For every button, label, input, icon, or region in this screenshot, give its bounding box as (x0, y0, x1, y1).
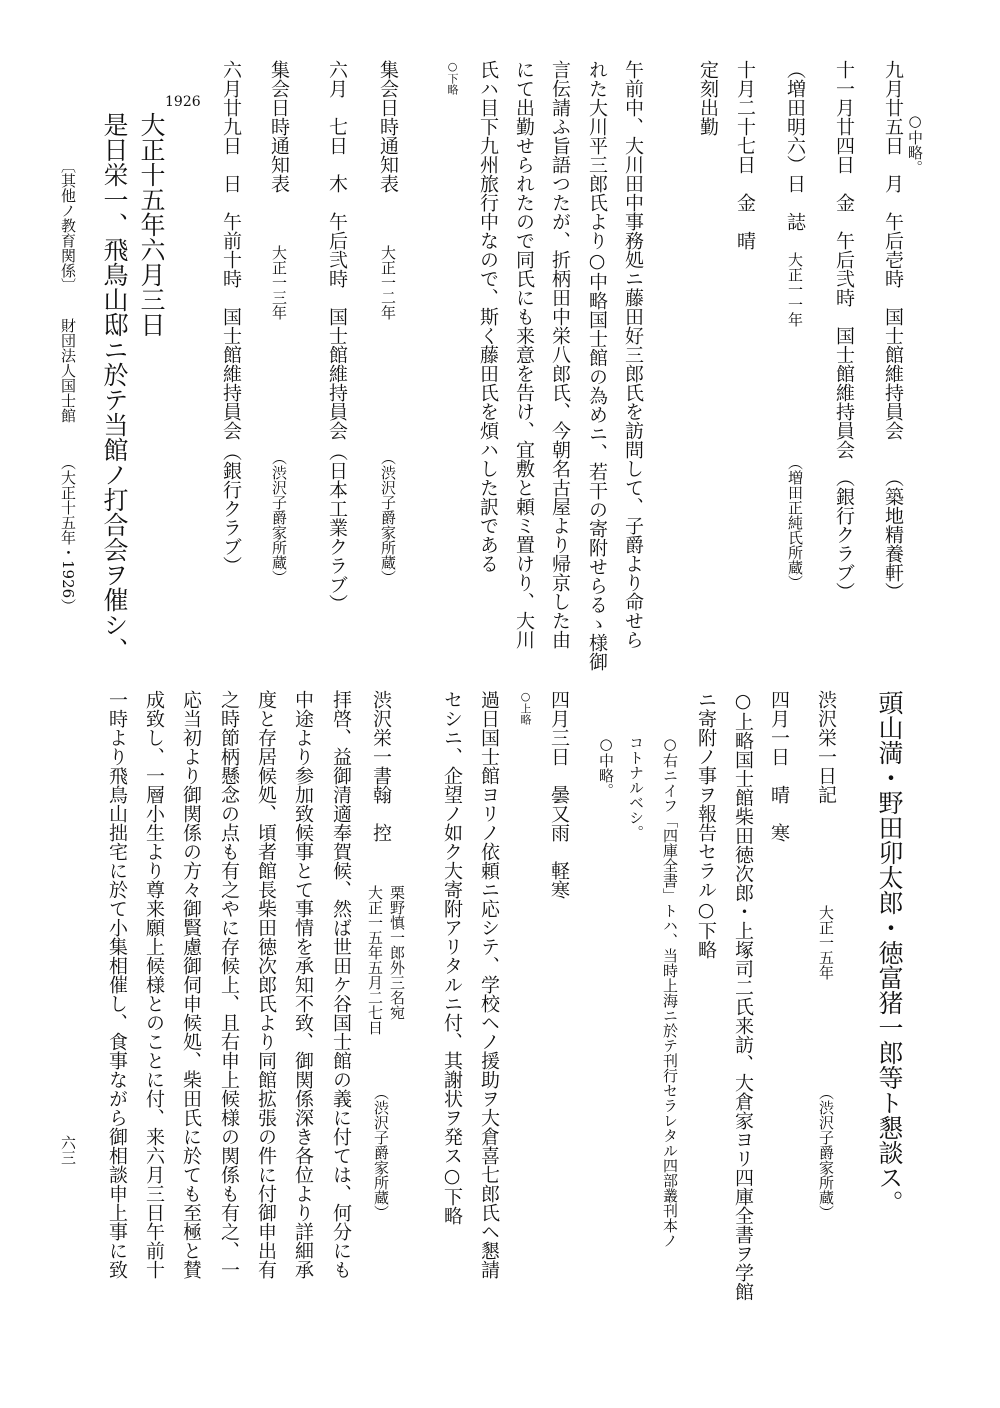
source-date: 大正一一年 (786, 252, 804, 327)
letter-line: 中途より参加致候事とて事情を承知不致、御関係深き各位より詳細承 (292, 690, 314, 1279)
source-holder: （渋沢子爵家所蔵） (372, 1085, 390, 1220)
body-line: にて出勤せられたので同氏にも来意を告け、宜敷と頼ミ置けり、大川 (513, 60, 535, 649)
entry-sep25-place: （築地精養軒） (882, 468, 904, 601)
body-line: れた大川平三郎氏より○中略国士館の為めニ、若干の寄附せらるゝ様御 (586, 60, 608, 671)
source-heading: 集会日時通知表 (377, 60, 399, 193)
running-footer-title: 財団法人国士館 (59, 318, 77, 423)
source-heading: （増田明六）日 誌 (784, 60, 806, 231)
letter-addressee: 栗野慎一郎外三名宛 (388, 885, 406, 1020)
source-holder: （渋沢子爵家所蔵） (379, 450, 397, 585)
letter-line: 度と存居候処、頃者館長柴田徳次郎氏より同館拡張の件に付御申出有 (255, 690, 277, 1279)
omission-note: ○中略。 (906, 112, 924, 175)
diary-line: 定刻出勤 (697, 60, 719, 136)
diary-date: 四月三日 曇又雨 軽寒 (548, 690, 570, 899)
page-number: 六三 (59, 1135, 77, 1165)
source-holder: （渋沢子爵家所蔵） (817, 1085, 835, 1220)
editor-note: コトナルベシ。 (627, 735, 645, 840)
source-holder: （増田正純氏所蔵） (786, 455, 804, 590)
letter-line: 拝啓、益御清適奉賀候、然ば世田ケ谷国士館の義に付ては、何分にも (330, 690, 352, 1279)
omission-note: ○上略 (519, 690, 532, 725)
running-footer-category: 〔其他ノ教育関係〕 (59, 158, 77, 293)
date-heading: 大正十五年六月三日 (137, 112, 166, 337)
letter-line: 之時節柄懸念の点も有之やに存候上、且右申上候様の関係も有之、一 (218, 690, 240, 1279)
entry-nov24: 十一月廿四日 金 午后弐時 国士館維持員会 (833, 60, 855, 459)
entry-jun29-place: （銀行クラブ） (220, 442, 242, 575)
letter-line: 一時より飛鳥山拙宅に於て小集相催し、食事ながら御相談申上事に致 (106, 690, 128, 1279)
event-line: 是日栄一、飛鳥山邸ニ於テ当館ノ打合会ヲ催シ、 (100, 112, 129, 662)
letter-date: 大正一五年五月二七日 (366, 885, 384, 1035)
diary-line: セシニ、企望ノ如ク大寄附アリタルニ付、其謝状ヲ発ス○下略 (441, 690, 463, 1225)
source-date: 大正一五年 (817, 905, 835, 980)
diary-line: ○上略国士館柴田徳次郎・上塚司二氏来訪、大倉家ヨリ四庫全書ヲ学館 (732, 690, 754, 1301)
letter-line: 成致し、一層小生より尊来願上候様とのことに付、来六月三日午前十 (143, 690, 165, 1279)
entry-sep25: 九月廿五日 月 午后壱時 国士館維持員会 (882, 60, 904, 440)
source-heading: 集会日時通知表 (268, 60, 290, 193)
source-heading: 渋沢栄一日記 (815, 690, 837, 804)
running-footer-year: （大正十五年・1926） (59, 455, 77, 614)
entry-jun7-place: （日本工業クラブ） (326, 442, 348, 613)
body-line: 午前中、大川田中事務処ニ藤田好三郎氏を訪問して、子爵より命せら (622, 60, 644, 649)
letter-line: 応当初より御関係の方々御賢慮御伺申候処、柴田氏に於ても至極と賛 (180, 690, 202, 1279)
entry-jun29: 六月廿九日 日 午前十時 国士館維持員会 (220, 60, 242, 440)
source-date: 大正一二年 (379, 245, 397, 320)
diary-line: 過日国士館ヨリノ依頼ニ応シテ、学校ヘノ援助ヲ大倉喜七郎氏ヘ懇請 (478, 690, 500, 1279)
omission-note: ○中略。 (597, 735, 615, 798)
source-date: 大正一三年 (270, 245, 288, 320)
entry-nov24-place: （銀行クラブ） (833, 468, 855, 601)
year-label: 1926 (165, 94, 201, 110)
omission-note: ○下略 (446, 60, 459, 95)
body-line: 氏ハ目下九州旅行中なので、斯く藤田氏を煩ハした訳である (477, 60, 499, 573)
diary-line: ニ寄附ノ事ヲ報告セラル○下略 (695, 690, 717, 959)
source-holder: （渋沢子爵家所蔵） (270, 450, 288, 585)
diary-date: 四月一日 晴 寒 (768, 690, 790, 842)
entry-jun7: 六月 七日 木 午后弐時 国士館維持員会 (326, 60, 348, 440)
section-title: 頭山満・野田卯太郎・徳富猪一郎等ト懇談ス。 (875, 690, 904, 1215)
body-line: 言伝請ふ旨語つたが、折柄田中栄八郎氏、今朝名古屋より帰京した由 (549, 60, 571, 649)
source-heading: 渋沢栄一書翰 控 (370, 690, 392, 842)
diary-date: 十月二十七日 金 晴 (734, 60, 756, 250)
editor-note: ○右ニイフ「四庫全書」トハ、当時上海ニ於テ刊行セラレタル四部叢刊本ノ (661, 735, 679, 1248)
